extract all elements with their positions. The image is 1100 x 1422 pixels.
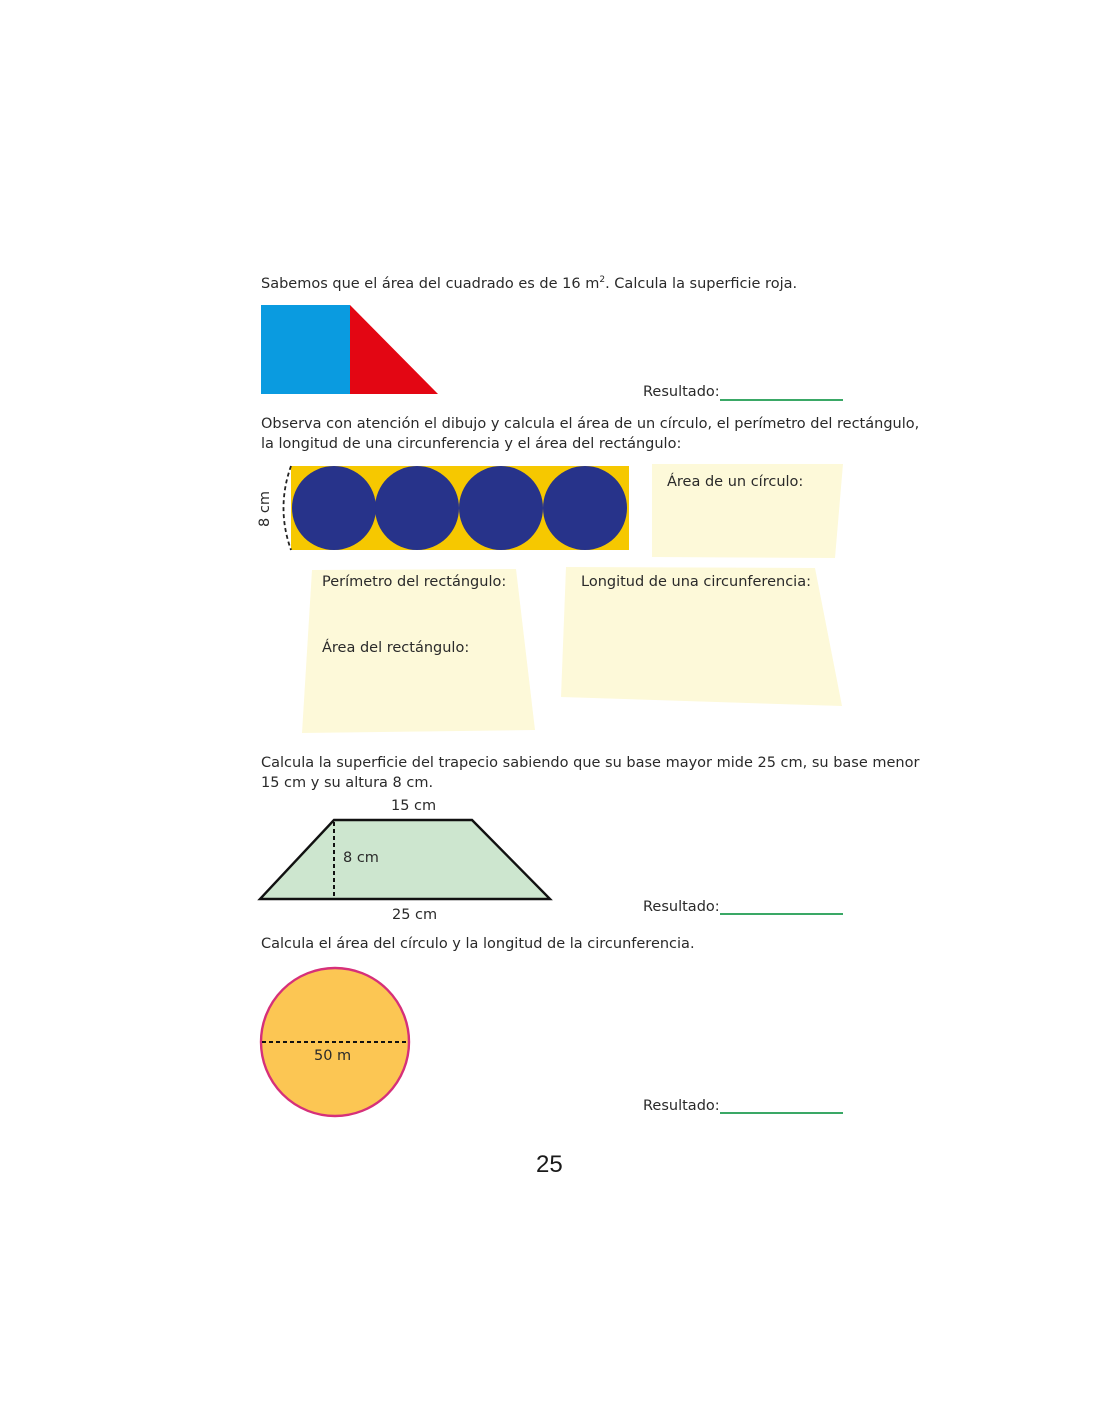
circle-diameter-label: 50 m	[314, 1048, 352, 1064]
box-perimeter-label: Perímetro del rectángulo:	[322, 574, 507, 590]
exercise2-prompt-line1: Observa con atención el dibujo y calcula el área de un círculo, el perímetro del rectángulo,	[261, 416, 920, 432]
exercise1-superscript: 2	[599, 275, 606, 285]
rect-height-label: 8 cm	[257, 491, 273, 527]
trapezoid-bottom-label: 25 cm	[392, 907, 438, 923]
box-circle-area-label: Área de un círculo:	[667, 474, 804, 490]
box-rect-area-label: Área del rectángulo:	[322, 640, 470, 656]
exercise2-prompt-line2: la longitud de una circunferencia y el área del rectángulo:	[261, 436, 682, 452]
page-number: 25	[536, 1151, 563, 1178]
trapezoid-top-label: 15 cm	[391, 798, 437, 814]
box-circumference-label: Longitud de una circunferencia:	[581, 574, 811, 590]
exercise1-result-label: Resultado:	[643, 384, 720, 400]
exercise1-prompt-text: Sabemos que el área del cuadrado es de 16 m	[261, 275, 600, 292]
exercise1-prompt-end: . Calcula la superficie roja.	[605, 275, 798, 292]
exercise4-result-label: Resultado:	[643, 1098, 720, 1114]
exercise3-prompt-line1: Calcula la superficie del trapecio sabiendo que su base mayor mide 25 cm, su base menor	[261, 755, 920, 771]
trapezoid-height-label: 8 cm	[343, 850, 379, 866]
exercise3-result-label: Resultado:	[643, 899, 720, 915]
exercise4-prompt: Calcula el área del círculo y la longitud de la circunferencia.	[261, 936, 695, 952]
exercise3-prompt-line2: 15 cm y su altura 8 cm.	[261, 775, 434, 791]
exercise4-answer-line[interactable]	[720, 1112, 843, 1114]
